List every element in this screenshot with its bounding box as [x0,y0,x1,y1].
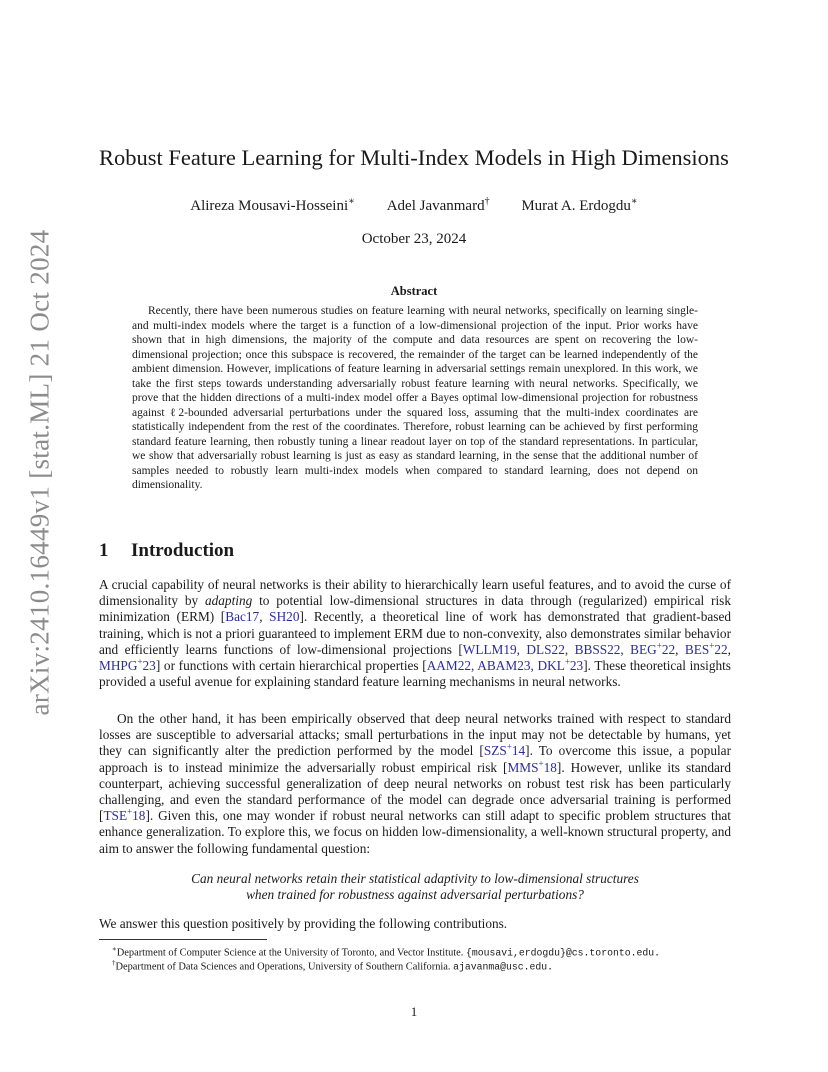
author-name: Murat A. Erdogdu [521,198,631,214]
abstract-heading: Abstract [390,284,438,298]
abstract-text: Recently, there have been numerous studies on feature learning with neural networks, specifically on learning single- and multi-index models where the target is a function of a low-dimensional projection of the input. Prior works have shown that in high dimensions, the majority of the compute and data resources are spent on recovering the low-dimensional projection; once this subspace is recovered, the remainder of the target can be learned independently of the ambient dimension. However, implications of feature learning in adversarial settings remain unexplored. In this work, we take the first steps towards understanding adversarially robust feature learning with neural networks. Specifically, we prove that the hidden directions of a multi-index model offer a Bayes optimal low-dimensional projection for robustness against ℓ2-bounded adversarial perturbations under the squared loss, assuming that the multi-index coordinates are statistically independent from the rest of the coordinates. Therefore, robust learning can be achieved by first performing standard feature learning, then robustly tuning a linear readout layer on top of the standard representations. In particular, we show that adversarially robust learning is just as easy as standard learning, in the sense that the additional number of samples needed to robustly learn multi-index models when compared to standard learning, does not depend on dimensionality. [132,305,698,491]
emphasis-adapting: adapting [204,593,253,609]
citation-link[interactable]: TSE+18 [103,806,146,824]
section-title: Introduction [131,540,235,561]
footnote-mark: † [112,959,116,967]
footnote-mark: ∗ [112,945,117,953]
author-affiliation-mark: ∗ [630,196,638,207]
author-name: Adel Javanmard [386,198,485,214]
author-2 [387,196,490,215]
arxiv-identifier-stamp [12,229,68,715]
citation-link[interactable]: BES+22 [684,640,728,657]
author-1 [190,196,355,215]
author-name: Alireza Mousavi-Hosseini [190,198,349,214]
research-question [99,871,731,903]
citation-link[interactable]: WLLM19, DLS22, BBSS22, BEG+22 [462,640,676,657]
footnote-2 [112,957,737,973]
author-3 [521,196,637,215]
footnote-text: Department of Data Sciences and Operations, University of Southern California. [115,961,454,973]
intro-paragraph-1: A crucial capability of neural networks is their ability to hierarchically learn useful features, and to avoid the curse of dimensionality by adapting to potential low-dimensional structures in data through (regularized) empirical risk minimization (ERM) [Bac17, SH20]. Recently, a theoretical line of work has demonstrated that gradient-based training, which is not a priori guaranteed to implement ERM due to non-convexity, also demonstrates similar behavior and efficiently learns functions of low-dimensional projections [WLLM19, DLS22, BBSS22, BEG+22, BES+22, MHPG+23] or functions with certain hierarchical properties [AAM22, ABAM23, DKL+23]. These theoretical insights provided a useful avenue for explaining standard feature learning mechanisms in neural networks. [99,577,731,690]
author-affiliation-mark: ∗ [348,196,355,207]
publication-date: October 23, 2024 [361,231,467,247]
page-number: 1 [410,1004,418,1019]
section-number: 1 [99,540,109,561]
author-affiliation-mark: † [484,196,490,207]
footnote-email[interactable]: ajavanma@usc.edu. [453,961,554,973]
citation-link[interactable]: MMS+18 [507,758,557,775]
arxiv-stamp-text: arXiv:2410.16449v1 [stat.ML] 21 Oct 2024 [24,229,55,715]
citation-link[interactable]: Bac17 [225,609,260,625]
footnote-email[interactable]: {mousavi,erdogdu}@cs.toronto.edu. [465,947,660,959]
footnote-text: Department of Computer Science at the University of Toronto, and Vector Institute. [116,947,466,959]
author-list [80,196,748,215]
citation-link[interactable]: AAM22, ABAM23, DKL+23 [426,656,584,674]
contributions-sentence: We answer this question positively by providing the following contributions. [99,916,508,931]
paper-title: Robust Feature Learning for Multi-Index Models in High Dimensions [99,145,729,170]
question-line: when trained for robustness against adversarial perturbations? [246,887,584,903]
footnote-rule [99,939,267,940]
citation-link[interactable]: MHPG+23 [99,656,156,674]
citation-link[interactable]: SZS+14 [483,741,526,759]
question-line: Can neural networks retain their statistical adaptivity to low-dimensional structures [191,871,639,886]
intro-paragraph-2: On the other hand, it has been empirically observed that deep neural networks trained with respect to standard losses are susceptible to adversarial attacks; small perturbations in the input may not be detectable by humans, yet they can significantly alter the prediction performed by the model [SZS+14]. To overcome this issue, a popular approach is to instead minimize the adversarially robust empirical risk [MMS+18]. However, unlike its standard counterpart, achieving successful generalization of deep neural networks on robust test risk has been particularly challenging, and even the standard performance of the model can degrade once adversarial training is performed [TSE+18]. Given this, one may wonder if robust neural networks can still adapt to specific problem structures that enhance generalization. To explore this, we focus on hidden low-dimensionality, a well-known structural property, and aim to answer the following fundamental question: [99,711,731,856]
citation-link[interactable]: SH20 [269,609,300,625]
section-heading [99,540,234,562]
